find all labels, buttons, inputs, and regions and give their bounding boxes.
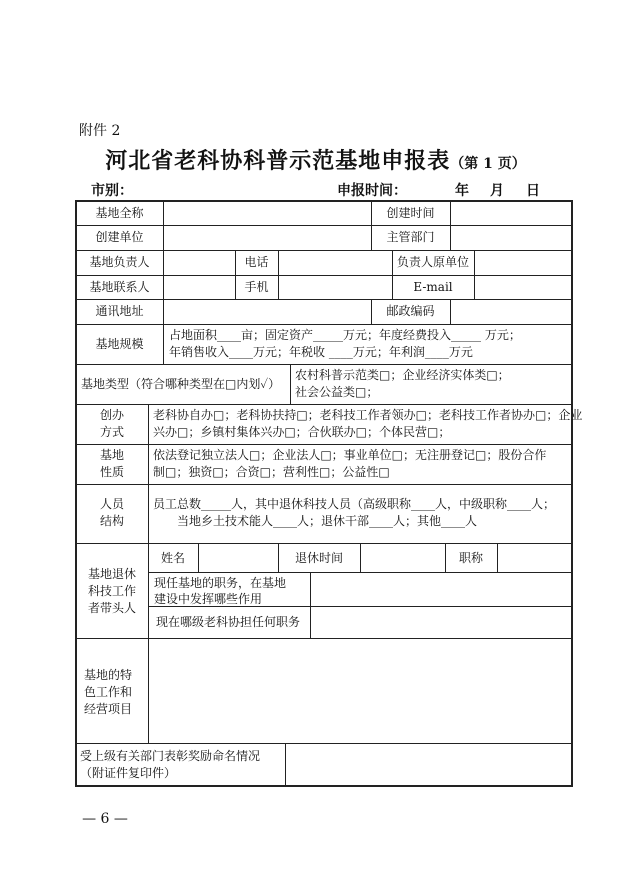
date-year: 年 — [455, 183, 469, 199]
staff-text-2: 当地乡土技术能人____人；退休干部____人；其他____人 — [177, 514, 478, 528]
col-line — [285, 743, 286, 786]
form-title-main: 河北省老科协科普示范基地申报表 — [105, 148, 451, 174]
table-border-right — [571, 200, 573, 787]
form-title-page: （第 1 页） — [450, 156, 526, 172]
type-text-2: 社会公益类□； — [295, 385, 379, 399]
date-day: 日 — [526, 183, 540, 199]
type-text-1: 农村科普示范类□；企业经济实体类□； — [295, 368, 510, 382]
page-number: — 6 — — [82, 811, 128, 827]
staff-label-1: 人员 — [99, 497, 124, 511]
col-line — [148, 404, 149, 544]
name-label: 姓名 — [160, 551, 185, 565]
awards-label-1: 受上级有关部门表彰奖励命名情况 — [80, 749, 261, 763]
founding-method-text-2: 兴办□；乡镇村集体兴办□；合伙联办□；个体民营□； — [153, 425, 451, 439]
founding-method-label-1: 创办 — [99, 408, 124, 422]
base-name-label: 基地全称 — [95, 206, 144, 220]
nature-text-2: 制□；独资□；合资□；营利性□；公益性□ — [153, 465, 390, 479]
row-line — [75, 543, 573, 544]
postcode-label: 邮政编码 — [386, 304, 435, 318]
retire-time-label: 退休时间 — [294, 551, 343, 565]
attachment-label: 附件 2 — [79, 123, 121, 139]
col-line — [360, 543, 361, 573]
col-line — [163, 299, 164, 325]
leader-label: 基地负责人 — [89, 255, 150, 269]
date-label: 申报时间： — [337, 183, 407, 199]
contact-label: 基地联系人 — [89, 280, 150, 294]
nature-label-1: 基地 — [99, 448, 124, 462]
city-label: 市别： — [91, 183, 133, 199]
col-line — [450, 200, 451, 250]
row-line — [75, 444, 573, 445]
founding-unit-label: 创建单位 — [95, 230, 144, 244]
founding-method-text-1: 老科协自办□；老科协扶持□；老科技工作者领办□；老科技工作者协办□；企业 — [153, 408, 583, 422]
col-line — [163, 324, 164, 365]
row-line — [75, 743, 573, 744]
col-line — [474, 250, 475, 300]
row-line — [75, 250, 573, 251]
feature-label-2: 色工作和 — [84, 685, 133, 699]
col-line — [310, 572, 311, 639]
row-line — [75, 299, 573, 300]
row-line — [75, 484, 573, 485]
type-label: 基地类型（符合哪种类型在□内划✓） — [81, 377, 281, 391]
founded-label: 创建时间 — [386, 206, 435, 220]
col-line — [148, 638, 149, 744]
address-label: 通讯地址 — [95, 304, 144, 318]
table-border-bottom — [75, 785, 573, 787]
retired-leader-label-1: 基地退休 — [87, 567, 136, 581]
assoc-post-label: 现在哪级老科协担任何职务 — [156, 615, 301, 629]
date-month: 月 — [490, 183, 504, 199]
current-post-label-1: 现任基地的职务，在基地 — [154, 576, 287, 590]
current-post-label-2: 建设中发挥哪些作用 — [154, 592, 263, 606]
nature-text-1: 依法登记独立法人□；企业法人□；事业单位□；无注册登记□；股份合作 — [153, 448, 547, 462]
row-line — [75, 225, 573, 226]
col-line — [497, 543, 498, 573]
col-line — [278, 250, 279, 300]
table-border-top — [75, 200, 573, 202]
col-line — [198, 543, 199, 573]
phone-label: 电话 — [244, 255, 269, 269]
scale-label: 基地规模 — [95, 337, 144, 351]
scale-text-1: 占地面积____亩；固定资产_____万元；年度经费投入_____ 万元； — [169, 328, 521, 342]
row-line — [75, 638, 573, 639]
leader-orig-unit-label: 负责人原单位 — [396, 255, 469, 269]
row-line — [75, 364, 573, 365]
form-title — [0, 144, 631, 175]
retired-leader-label-3: 者带头人 — [87, 601, 136, 615]
email-label: E-mail — [413, 280, 453, 294]
col-line — [163, 200, 164, 300]
feature-label-1: 基地的特 — [84, 668, 133, 682]
title-rank-label: 职称 — [458, 551, 483, 565]
awards-label-2: （附证件复印件） — [80, 766, 177, 780]
staff-label-2: 结构 — [99, 514, 124, 528]
feature-label-3: 经营项目 — [84, 702, 133, 716]
mobile-label: 手机 — [244, 280, 269, 294]
row-line — [75, 275, 573, 276]
staff-text-1: 员工总数_____人，其中退休科技人员（高级职称____人，中级职称____人； — [153, 497, 556, 511]
col-line — [450, 299, 451, 325]
scale-text-2: 年销售收入____万元；年税收 ____万元；年利润____万元 — [169, 345, 473, 359]
supervisor-label: 主管部门 — [386, 230, 435, 244]
founding-method-label-2: 方式 — [99, 425, 124, 439]
nature-label-2: 性质 — [99, 465, 124, 479]
retired-leader-label-2: 科技工作 — [87, 584, 136, 598]
col-line — [290, 364, 291, 405]
row-line — [75, 324, 573, 325]
row-line — [75, 404, 573, 405]
